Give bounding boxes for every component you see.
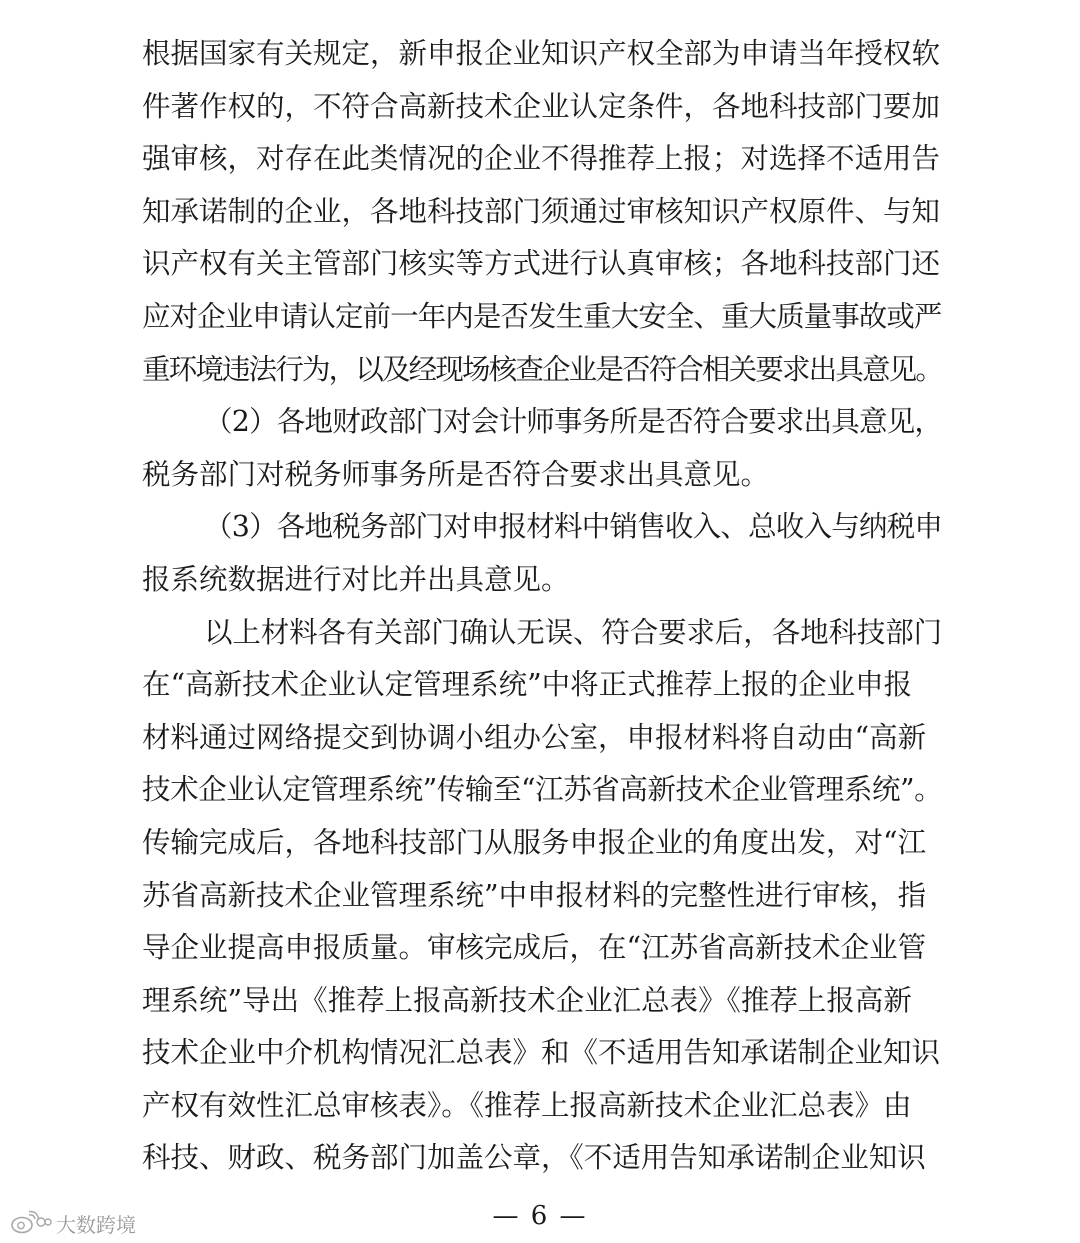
text-line: 以上材料各有关部门确认无误、符合要求后，各地科技部门 xyxy=(204,615,943,649)
text-line: 件著作权的，不符合高新技术企业认定条件，各地科技部门要加 xyxy=(142,89,941,123)
text-line: 技术企业中介机构情况汇总表》和《不适用告知承诺制企业知识 xyxy=(142,1036,941,1070)
text-line: 导企业提高申报质量。审核完成后，在“江苏省高新技术企业管 xyxy=(142,931,927,965)
text-line: （2）各地财政部门对会计师事务所是否符合要求出具意见， xyxy=(204,405,943,439)
text-line: 理系统”导出《推荐上报高新技术企业汇总表》《推荐上报高新 xyxy=(142,983,912,1017)
text-line: 材料通过网络提交到协调小组办公室，申报材料将自动由“高新 xyxy=(142,720,927,754)
text-line: 强审核，对存在此类情况的企业不得推荐上报；对选择不适用告 xyxy=(142,142,941,176)
text-line: 报系统数据进行对比并出具意见。 xyxy=(142,562,570,596)
text-line: 知承诺制的企业，各地科技部门须通过审核知识产权原件、与知 xyxy=(142,194,941,228)
text-line: 重环境违法行为，以及经现场核查企业是否符合相关要求出具意见。 xyxy=(142,352,943,386)
page-number: — 6 — xyxy=(492,1201,588,1231)
text-line: 应对企业申请认定前一年内是否发生重大安全、重大质量事故或严 xyxy=(142,299,942,333)
watermark xyxy=(10,1206,136,1240)
text-line: 产权有效性汇总审核表》。《推荐上报高新技术企业汇总表》由 xyxy=(142,1088,912,1122)
text-line: 技术企业认定管理系统”传输至“江苏省高新技术企业管理系统”。 xyxy=(142,773,943,807)
text-line: 识产权有关主管部门核实等方式进行认真审核；各地科技部门还 xyxy=(142,247,941,281)
text-line: 税务部门对税务师事务所是否符合要求出具意见。 xyxy=(142,457,770,491)
watermark-text: 大数跨境 xyxy=(56,1212,136,1237)
text-line: 科技、财政、税务部门加盖公章，《不适用告知承诺制企业知识 xyxy=(142,1141,926,1175)
weibo-logo-icon xyxy=(10,1210,52,1236)
text-line: 在“高新技术企业认定管理系统”中将正式推荐上报的企业申报 xyxy=(142,668,913,702)
body-text xyxy=(142,28,942,1185)
text-line: 传输完成后，各地科技部门从服务申报企业的角度出发，对“江 xyxy=(142,825,927,859)
text-line: （3）各地税务部门对申报材料中销售收入、总收入与纳税申 xyxy=(204,510,943,544)
text-line: 根据国家有关规定，新申报企业知识产权全部为申请当年授权软 xyxy=(142,37,941,70)
text-line: 苏省高新技术企业管理系统”中申报材料的完整性进行审核，指 xyxy=(142,878,927,912)
